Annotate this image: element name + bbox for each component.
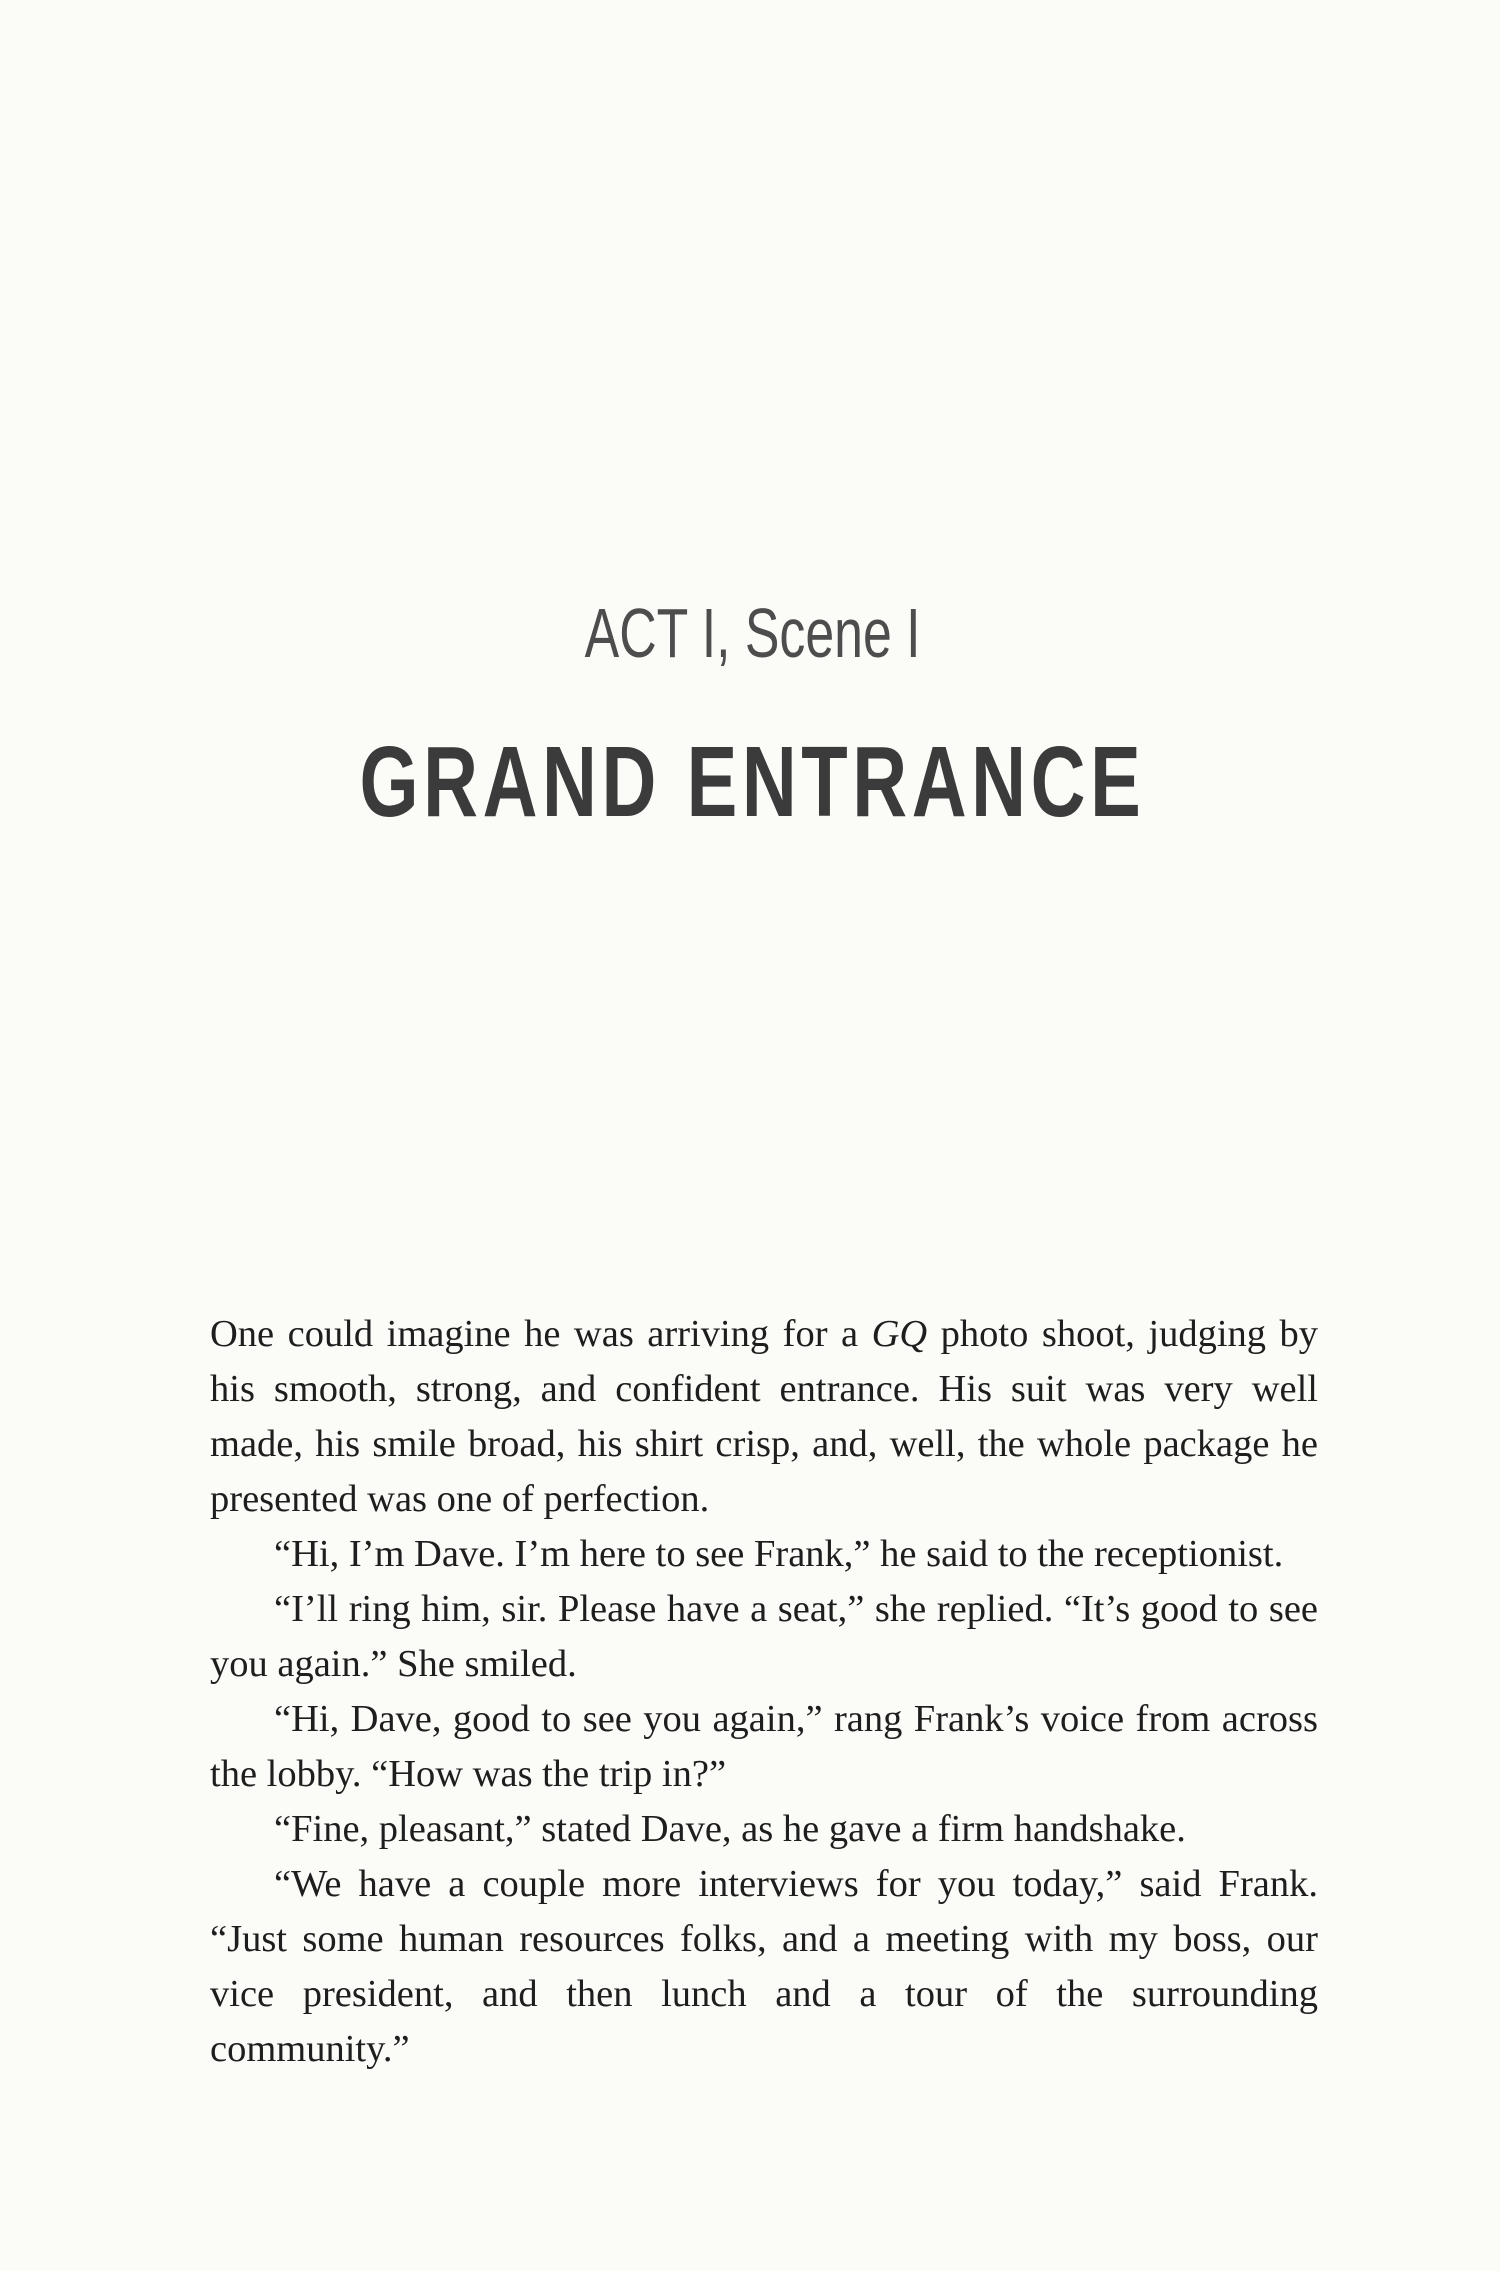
paragraph: “I’ll ring him, sir. Please have a seat,” she replied. “It’s good to see you again.” She smiled. bbox=[210, 1588, 1318, 1685]
paragraph: “We have a couple more interviews for you today,” said Frank. “Just some human resources folks, and a meeting with my boss, our vice president, and then lunch and a tour of the surrounding community.” bbox=[210, 1863, 1318, 2070]
magazine-title: GQ bbox=[871, 1313, 928, 1355]
paragraph bbox=[210, 1307, 1318, 1527]
body-text bbox=[210, 1307, 1318, 2077]
paragraph-text: photo shoot, judging by his smooth, strong, and confident entrance. His suit was very well made, his smile broad, his shirt crisp, and, well, the whole package he presented was one of perfection. bbox=[210, 1313, 1318, 1520]
paragraph: “Fine, pleasant,” stated Dave, as he gave a firm handshake. bbox=[274, 1808, 1186, 1850]
chapter-title: GRAND ENTRANCE bbox=[359, 726, 1146, 838]
paragraph: “Hi, Dave, good to see you again,” rang Frank’s voice from across the lobby. “How was the trip in?” bbox=[210, 1698, 1318, 1795]
paragraph: “Hi, I’m Dave. I’m here to see Frank,” he said to the receptionist. bbox=[274, 1533, 1284, 1575]
paragraph-text: One could imagine he was arriving for a bbox=[210, 1313, 872, 1355]
act-scene-heading: ACT I, Scene I bbox=[584, 594, 921, 672]
